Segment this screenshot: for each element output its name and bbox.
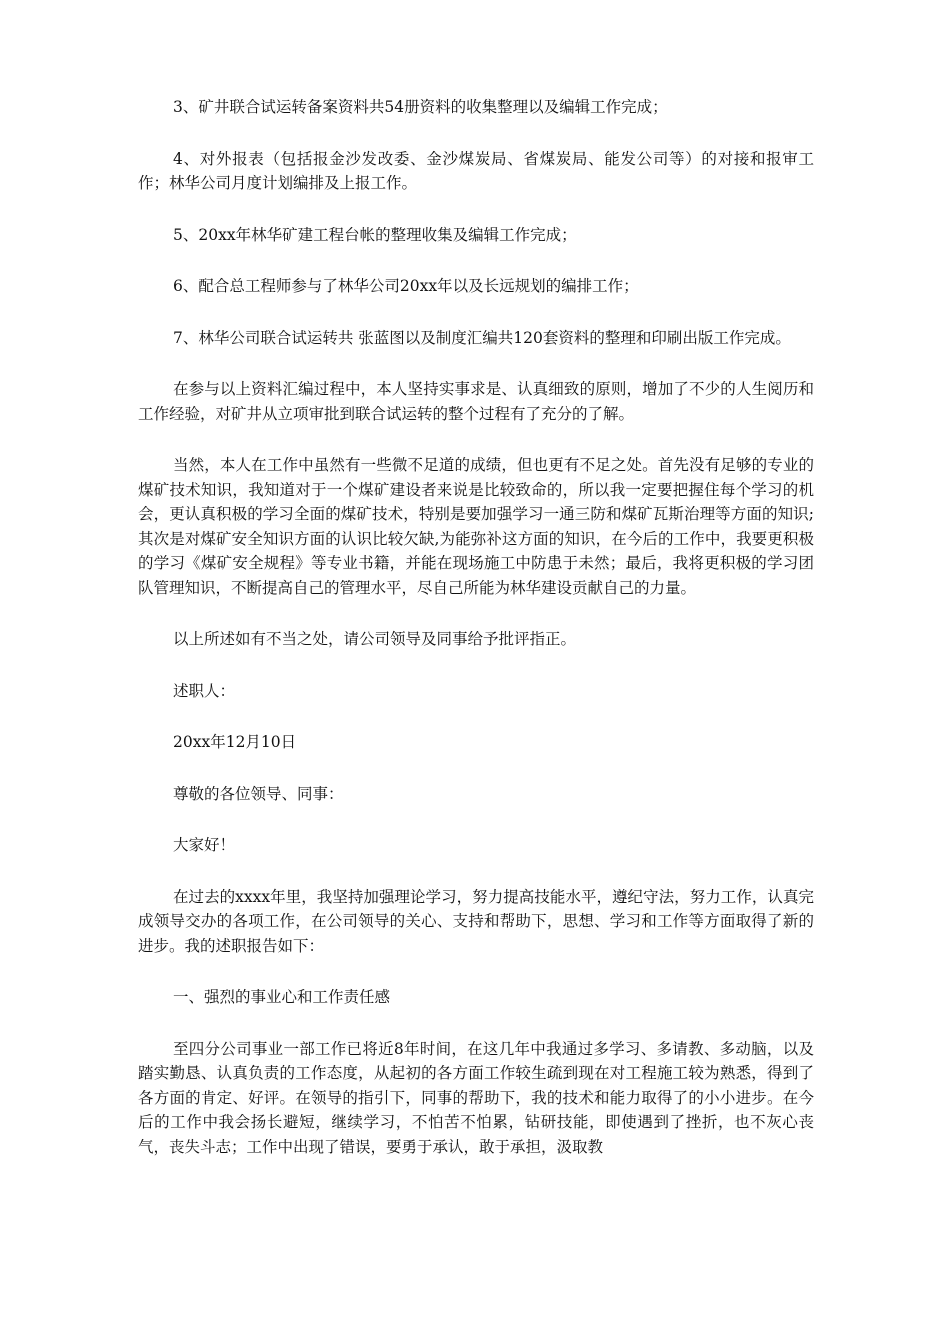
greeting: 大家好！ <box>173 836 236 854</box>
section-heading: 一、强烈的事业心和工作责任感 <box>173 988 391 1006</box>
list-item-7: 7、林华公司联合试运转共 张蓝图以及制度汇编共120套资料的整理和印刷出版工作完成。 <box>173 328 791 347</box>
list-item-5: 5、20xx年林华矿建工程台帐的整理收集及编辑工作完成； <box>173 225 577 244</box>
list-item-3: 3、矿井联合试运转备案资料共54册资料的收集整理以及编辑工作完成； <box>173 98 668 116</box>
salutation: 尊敬的各位领导、同事： <box>173 784 344 803</box>
report-date: 20xx年12月10日 <box>173 733 297 751</box>
summary-paragraph: 在参与以上资料汇编过程中，本人坚持实事求是、认真细致的原则，增加了不少的人生阅历和工作经验，对矿井从立项审批到联合试运转的整个过程有了充分的了解。 <box>138 380 814 423</box>
closing-line: 以上所述如有不当之处，请公司领导及同事给予批评指正。 <box>173 630 577 648</box>
list-item-6: 6、配合总工程师参与了林华公司20xx年以及长远规划的编排工作； <box>173 277 639 295</box>
shortcomings-paragraph: 当然，本人在工作中虽然有一些微不足道的成绩，但也更有不足之处。首先没有足够的专业的煤矿技术知识，我知道对于一个煤矿建设者来说是比较致命的，所以我一定要把握住每个学习的机会，更认真积极的学习全面的煤矿技术，特别是要加强学习一通三防和煤矿瓦斯治理等方面的知识;其次是对煤矿安全知识方面的认识比较欠缺,为能弥补这方面的知识，在今后的工作中，我要更积极的学习《煤矿安全规程》等专业书籍，并能在现场施工中防患于未然；最后，我将更积极的学习团队管理知识，不断提高自己的管理水平，尽自己所能为林华建设贡献自己的力量。 <box>138 456 814 597</box>
reporter-label: 述职人： <box>173 681 236 700</box>
list-item-4: 4、对外报表（包括报金沙发改委、金沙煤炭局、省煤炭局、能发公司等）的对接和报审工作；林华公司月度计划编排及上报工作。 <box>138 149 814 192</box>
intro-paragraph: 在过去的xxxx年里，我坚持加强理论学习，努力提高技能水平，遵纪守法，努力工作，认真完成领导交办的各项工作，在公司领导的关心、支持和帮助下，思想、学习和工作等方面取得了新的进步。我的述职报告如下： <box>138 887 814 955</box>
document-body <box>138 95 814 1186</box>
section-paragraph: 至四分公司事业一部工作已将近8年时间，在这几年中我通过多学习、多请教、多动脑，以及踏实勤恳、认真负责的工作态度，从起初的各方面工作较生疏到现在对工程施工较为熟悉，得到了各方面的肯定、好评。在领导的指引下，同事的帮助下，我的技术和能力取得了的小小进步。在今后的工作中我会扬长避短，继续学习，不怕苦不怕累，钻研技能，即使遇到了挫折，也不灰心丧气，丧失斗志；工作中出现了错误，要勇于承认，敢于承担，汲取教 <box>138 1039 814 1156</box>
